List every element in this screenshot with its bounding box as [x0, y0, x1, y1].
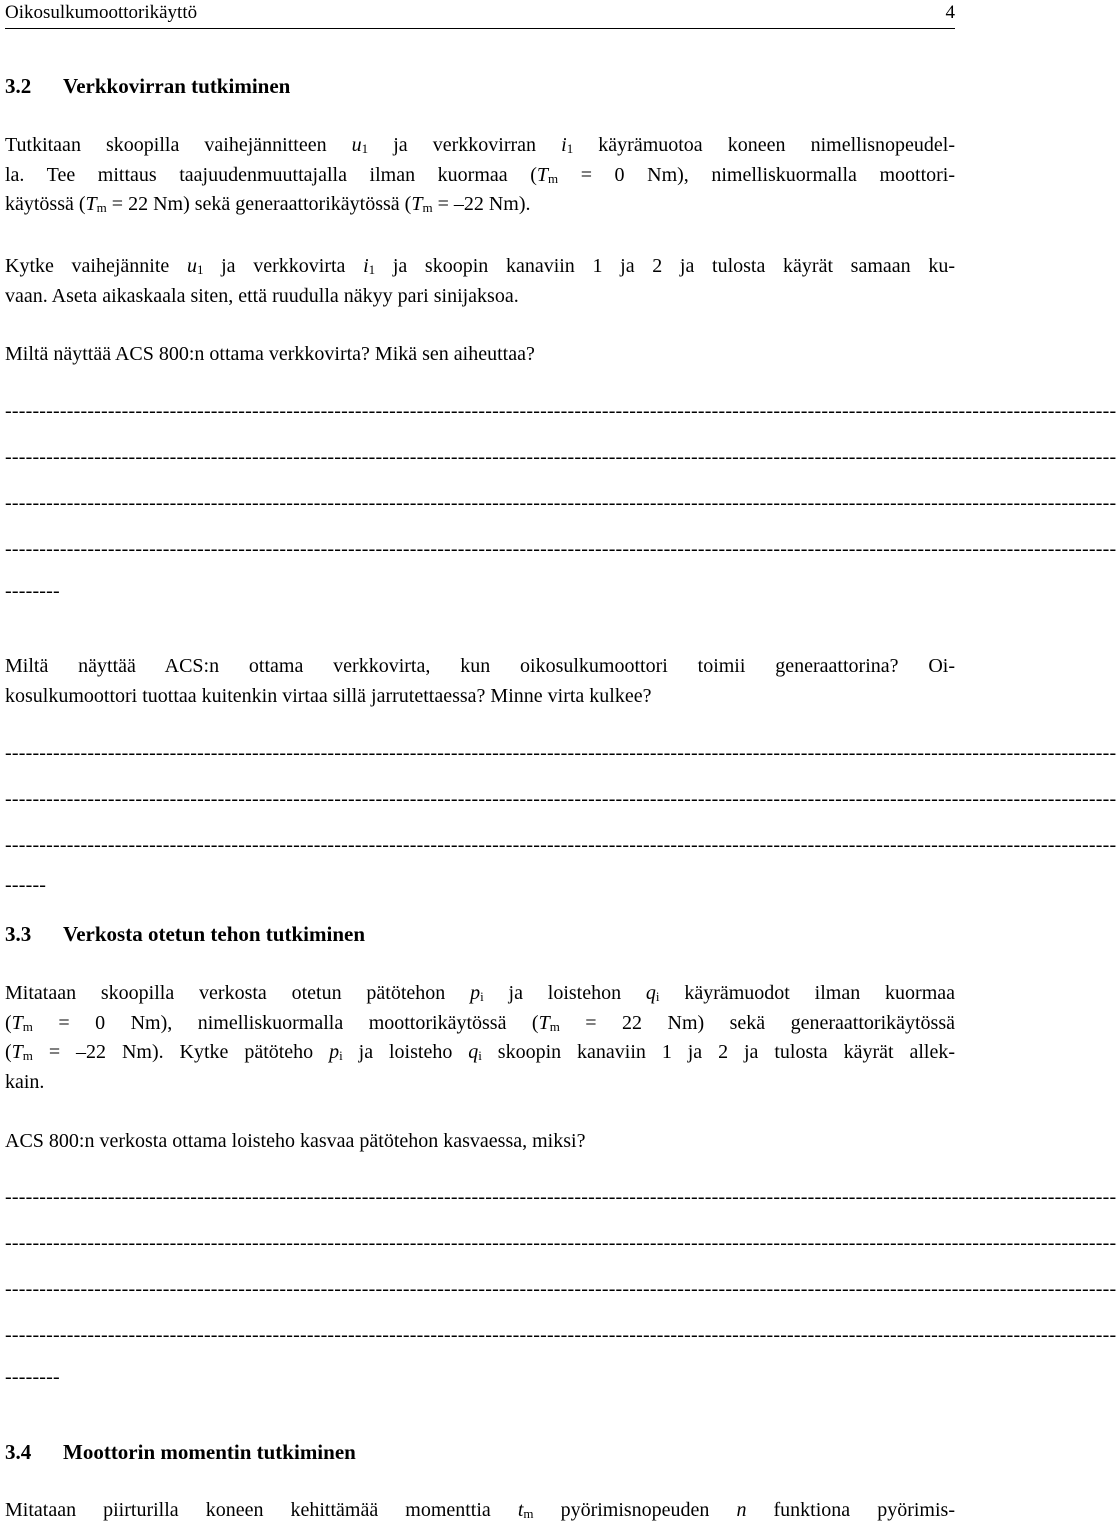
paragraph-connect-instructions [5, 252, 955, 311]
answer-line[interactable]: ------------------------------------------------------------------------------------------------------------------------------------------------------------------ [5, 1186, 1116, 1208]
text-line: Mitataan piirturilla koneen kehittämää momenttia $t_m$ pyörimisnopeuden n funktiona pyörimis- [5, 1499, 955, 1521]
section-title: Verkkovirran tutkiminen [63, 74, 291, 98]
answer-line[interactable]: -------- [5, 580, 60, 602]
answer-line[interactable]: ------------------------------------------------------------------------------------------------------------------------------------------------------------------ [5, 834, 1116, 856]
text-line: Mitataan skoopilla verkosta otetun pätötehon $p_i$ ja loistehon $q_i$ käyrämuodot ilman kuormaa [5, 982, 956, 1004]
answer-line[interactable]: ------------------------------------------------------------------------------------------------------------------------------------------------------------------ [5, 538, 1116, 560]
answer-line[interactable]: ------------------------------------------------------------------------------------------------------------------------------------------------------------------ [5, 1324, 1116, 1346]
section-number: 3.4 [5, 1440, 32, 1464]
text-line: kosulkumoottori tuottaa kuitenkin virtaa sillä jarrutettaessa? Minne virta kulkee? [5, 684, 652, 707]
answer-line[interactable]: ------------------------------------------------------------------------------------------------------------------------------------------------------------------ [5, 1278, 1116, 1300]
page-header [5, 2, 955, 29]
paragraph-measurement-intro [5, 131, 955, 220]
section-number: 3.2 [5, 74, 32, 98]
answer-line[interactable]: ------ [5, 874, 47, 896]
header-title: Oikosulkumoottorikäyttö [5, 2, 198, 23]
answer-line[interactable]: -------- [5, 1366, 60, 1388]
question-reactive-power: ACS 800:n verkosta ottama loisteho kasvaa pätötehon kasvaessa, miksi? [5, 1130, 586, 1152]
text-line: la. Tee mittaus taajuudenmuuttajalla ilman kuormaa ($T_m = 0$ Nm), nimelliskuormalla moottori- [5, 163, 956, 186]
answer-line[interactable]: ------------------------------------------------------------------------------------------------------------------------------------------------------------------ [5, 400, 1116, 422]
text-line: ($T_m = 0$ Nm), nimelliskuormalla moottorikäytössä ($T_m = 22$ Nm) sekä generaattorikäytössä [5, 1011, 956, 1034]
paragraph-power-measurement [5, 979, 955, 1097]
question-generator-current [5, 652, 955, 711]
section-title: Moottorin momentin tutkiminen [63, 1440, 356, 1464]
text-line: käytössä ($T_m = 22$ Nm) sekä generaattorikäytössä ($T_m = -22$ Nm). [5, 193, 531, 215]
text-line: kain. [5, 1070, 45, 1093]
paragraph-torque-measurement [5, 1496, 955, 1526]
section-number: 3.3 [5, 922, 32, 946]
text-line: Miltä näyttää ACS:n ottama verkkovirta, kun oikosulkumoottori toimii generaattorina? Oi- [5, 655, 955, 677]
section-heading-3-3 [5, 922, 365, 947]
section-title: Verkosta otetun tehon tutkiminen [63, 922, 365, 946]
question-grid-current: Miltä näyttää ACS 800:n ottama verkkovirta? Mikä sen aiheuttaa? [5, 343, 535, 365]
text-line: Tutkitaan skoopilla vaihejännitteen $u_1$ ja verkkovirran $i_1$ käyrämuotoa koneen nimellisnopeudel- [5, 134, 956, 156]
answer-line[interactable]: ------------------------------------------------------------------------------------------------------------------------------------------------------------------ [5, 1232, 1116, 1254]
answer-line[interactable]: ------------------------------------------------------------------------------------------------------------------------------------------------------------------ [5, 492, 1116, 514]
answer-line[interactable]: ------------------------------------------------------------------------------------------------------------------------------------------------------------------ [5, 788, 1116, 810]
page-number: 4 [945, 2, 955, 23]
section-heading-3-4 [5, 1440, 356, 1465]
text-line: vaan. Aseta aikaskaala siten, että ruudulla näkyy pari sinijaksoa. [5, 284, 519, 307]
text-line: ($T_m = -22$ Nm). Kytke pätöteho $p_i$ ja loisteho $q_i$ skoopin kanaviin 1 ja 2 ja tulosta käyrät allek- [5, 1041, 956, 1063]
section-heading-3-2 [5, 74, 290, 99]
answer-line[interactable]: ------------------------------------------------------------------------------------------------------------------------------------------------------------------ [5, 742, 1116, 764]
answer-line[interactable]: ------------------------------------------------------------------------------------------------------------------------------------------------------------------ [5, 446, 1116, 468]
text-line: Kytke vaihejännite $u_1$ ja verkkovirta $i_1$ ja skoopin kanaviin 1 ja 2 ja tulosta käyrät samaan ku- [5, 255, 955, 277]
